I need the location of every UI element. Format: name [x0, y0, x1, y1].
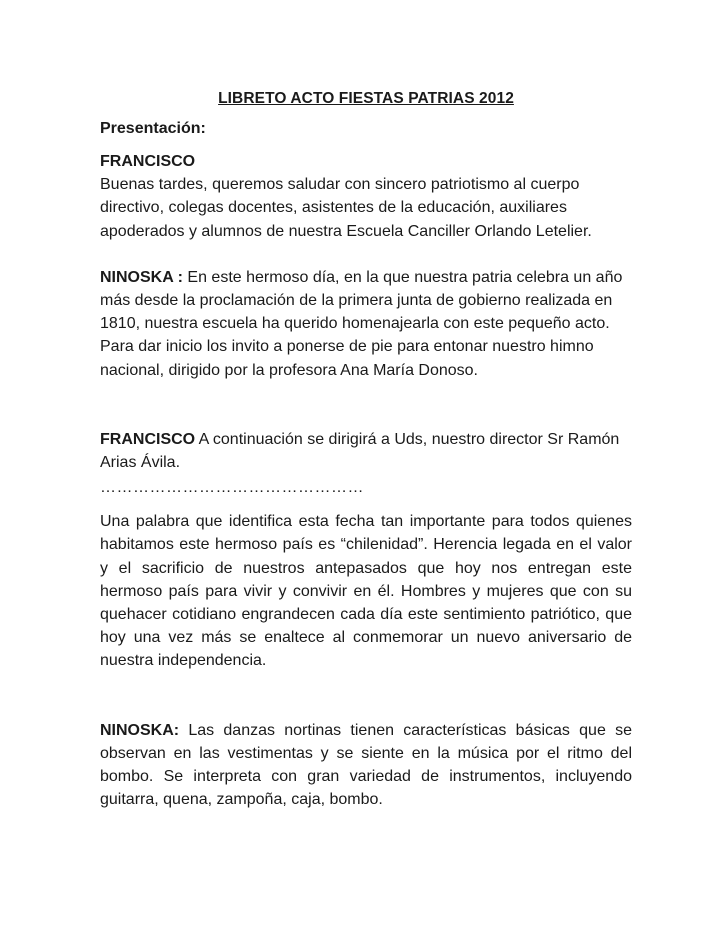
paragraph-text: Una palabra que identifica esta fecha tan importante para todos quienes habitamos este hermoso país es “chilenidad”. Herencia legada en el valor y el sacrificio de nuestros antepasados que hoy nos entregan este hermoso país para vivir y convivir en él. Hombres y mujeres que con su quehacer cotidiano engrandecen cada día este sentimiento patriótico, que hoy una vez más se enaltece al conmemorar un nuevo aniversario de nuestra independencia. [100, 513, 632, 670]
paragraph-chilenidad [100, 510, 632, 672]
paragraph-francisco-greeting [100, 150, 632, 243]
paragraph-ninoska-danzas [100, 719, 632, 812]
paragraph-text: A continuación se dirigirá a Uds, nuestro director Sr Ramón Arias Ávila. [100, 430, 620, 472]
paragraph-text: En este hermoso día, en la que nuestra patria celebra un año más desde la proclamación de la primera junta de gobierno realizada en 1810, nuestra escuela ha querido homenajearla con este pequeño acto. Para dar inicio los invito a ponerse de pie para entonar nuestro himno nacional, dirigido por la profesora Ana María Donoso. [100, 268, 623, 379]
speaker-label: NINOSKA: [100, 721, 180, 739]
paragraph-text: Las danzas nortinas tienen características básicas que se observan en las vestimentas y se siente en la música por el ritmo del bombo. Se interpreta con gran variedad de instrumentos, incluyendo guitarra, quena, zampoña, caja, bombo. [100, 721, 632, 809]
speaker-label: NINOSKA : [100, 268, 183, 286]
paragraph-text: Buenas tardes, queremos saludar con sincero patriotismo al cuerpo directivo, colegas docentes, asistentes de la educación, auxiliares apoderados y alumnos de nuestra Escuela Canciller Orlando Letelier. [100, 176, 592, 240]
speaker-label: FRANCISCO [100, 430, 196, 448]
document-page [100, 89, 632, 811]
paragraph-ninoska-intro [100, 266, 632, 382]
speaker-label: FRANCISCO [100, 153, 196, 170]
document-title: LIBRETO ACTO FIESTAS PATRIAS 2012 [218, 90, 514, 107]
presentation-heading: Presentación: [100, 120, 206, 137]
dotted-separator: ………………………………………… [100, 479, 364, 497]
paragraph-francisco-director [100, 428, 632, 474]
